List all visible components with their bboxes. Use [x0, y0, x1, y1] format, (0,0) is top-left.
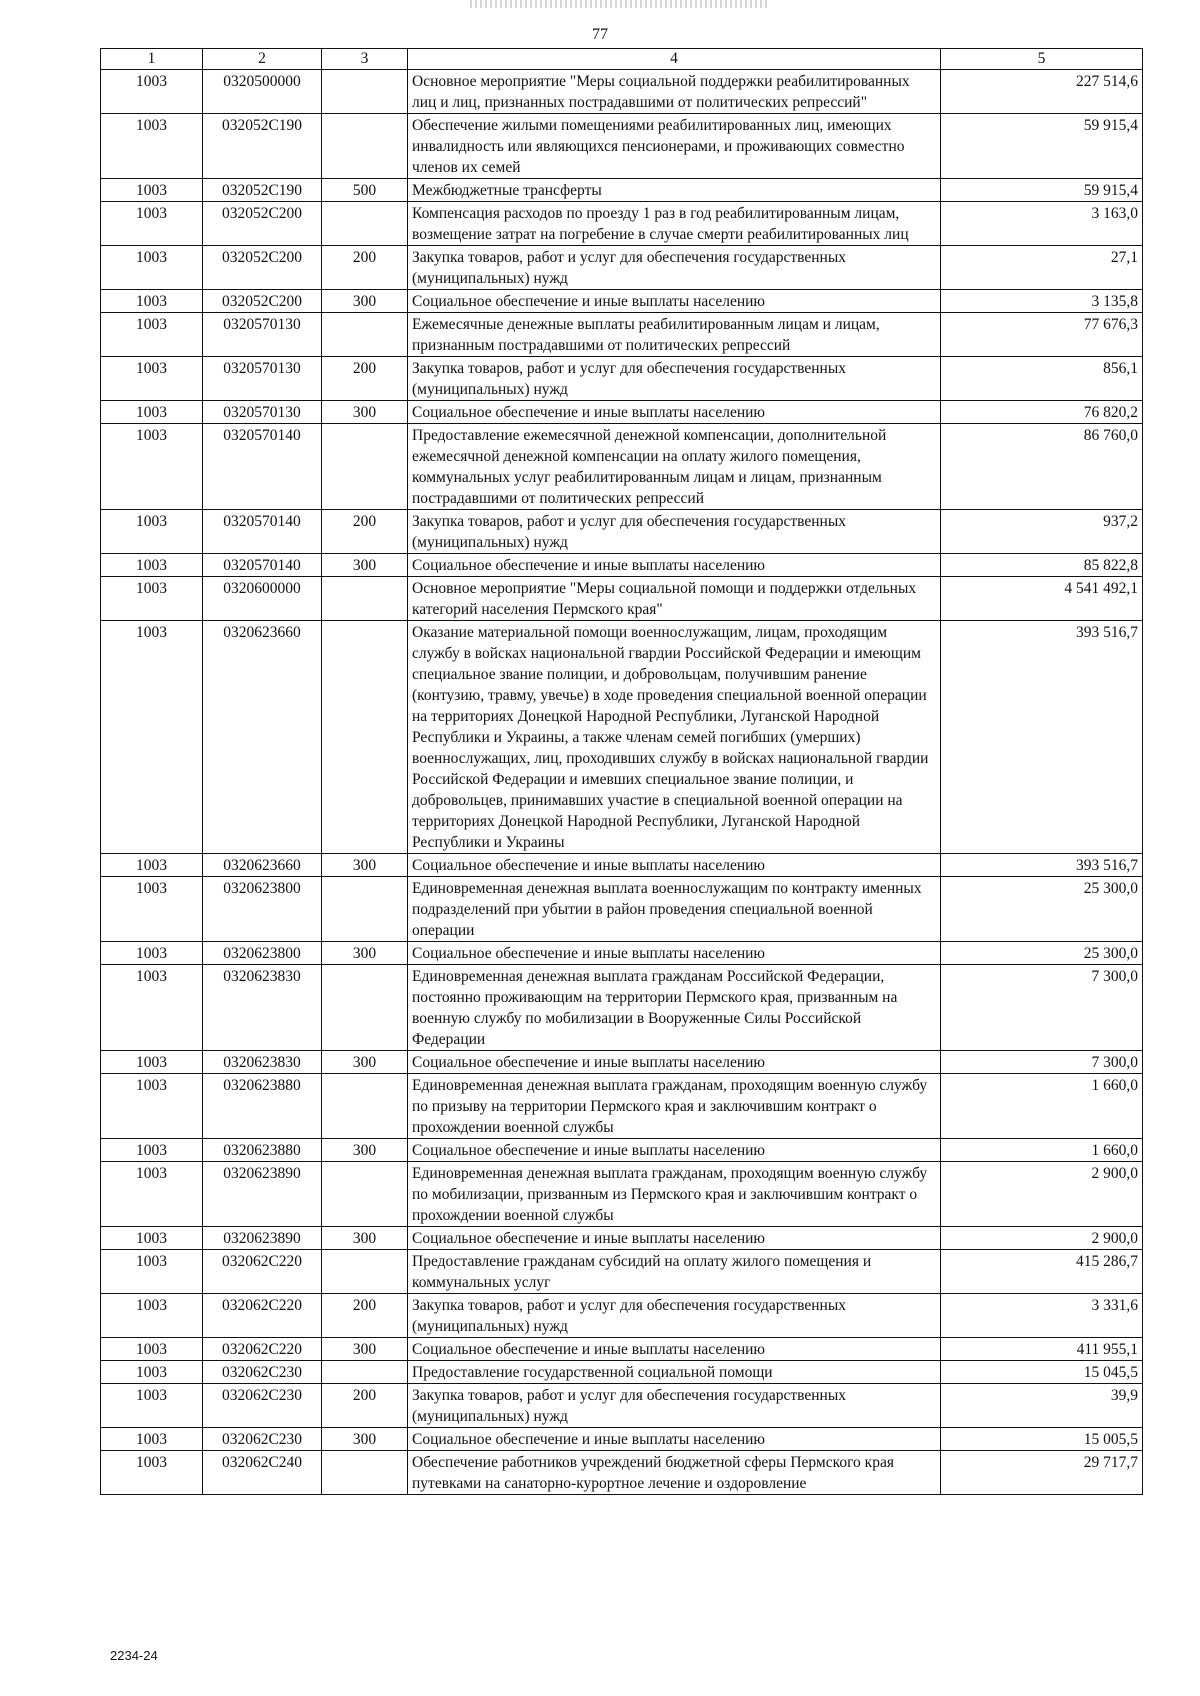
target-article-cell: 0320623890: [203, 1227, 322, 1250]
target-article-cell: 032062С230: [203, 1361, 322, 1384]
expense-type-cell: [322, 424, 408, 510]
section-code-cell: 1003: [101, 854, 203, 877]
description-cell: Межбюджетные трансферты: [408, 179, 941, 202]
table-row: [101, 1384, 1143, 1428]
target-article-cell: 0320623830: [203, 1051, 322, 1074]
amount-cell: 1 660,0: [941, 1074, 1143, 1139]
description-cell: Закупка товаров, работ и услуг для обеспечения государственных (муниципальных) нужд: [408, 510, 941, 554]
description-cell: Социальное обеспечение и иные выплаты населению: [408, 1051, 941, 1074]
target-article-cell: 032062С240: [203, 1451, 322, 1495]
section-code-cell: 1003: [101, 179, 203, 202]
table-row: [101, 424, 1143, 510]
section-code-cell: 1003: [101, 1227, 203, 1250]
target-article-cell: 032052С190: [203, 179, 322, 202]
section-code-cell: 1003: [101, 70, 203, 114]
amount-cell: 25 300,0: [941, 942, 1143, 965]
table-row: [101, 621, 1143, 854]
expense-type-cell: 200: [322, 510, 408, 554]
section-code-cell: 1003: [101, 554, 203, 577]
amount-cell: 7 300,0: [941, 1051, 1143, 1074]
description-cell: Единовременная денежная выплата гражданам Российской Федерации, постоянно проживающим на территории Пермского края, призванным на военную службу по мобилизации в Вооруженные Силы Российской Федерации: [408, 965, 941, 1051]
expense-type-cell: [322, 1361, 408, 1384]
expense-type-cell: 300: [322, 1051, 408, 1074]
target-article-cell: 0320623800: [203, 942, 322, 965]
section-code-cell: 1003: [101, 877, 203, 942]
amount-cell: 15 005,5: [941, 1428, 1143, 1451]
table-row: [101, 877, 1143, 942]
target-article-cell: 032062С230: [203, 1428, 322, 1451]
target-article-cell: 032052С200: [203, 246, 322, 290]
scan-artifact: [470, 0, 770, 8]
description-cell: Оказание материальной помощи военнослужащим, лицам, проходящим службу в войсках национальной гвардии Российской Федерации и имеющим специальное звание полиции, и добровольцам, получившим ранение (контузию, травму, увечье) в ходе проведения специальной военной операции на территориях Донецкой Народной Республики, Луганской Народной Республики и Украины, а также членам семей погибших (умерших) военнослужащих, лиц, проходивших службу в войсках национальной гвардии Российской Федерации и имевших специальное звание полиции, и добровольцев, принимавших участие в специальной военной операции на территориях Донецкой Народной Республики, Луганской Народной Республики и Украины: [408, 621, 941, 854]
column-header: 2: [203, 49, 322, 70]
expense-type-cell: 500: [322, 179, 408, 202]
description-cell: Единовременная денежная выплата военнослужащим по контракту именных подразделений при убытии в район проведения специальной военной операции: [408, 877, 941, 942]
description-cell: Закупка товаров, работ и услуг для обеспечения государственных (муниципальных) нужд: [408, 1294, 941, 1338]
column-header: 1: [101, 49, 203, 70]
target-article-cell: 0320500000: [203, 70, 322, 114]
expense-type-cell: 300: [322, 290, 408, 313]
amount-cell: 856,1: [941, 357, 1143, 401]
description-cell: Ежемесячные денежные выплаты реабилитированным лицам и лицам, признанным пострадавшими от политических репрессий: [408, 313, 941, 357]
section-code-cell: 1003: [101, 942, 203, 965]
description-cell: Социальное обеспечение и иные выплаты населению: [408, 554, 941, 577]
description-cell: Социальное обеспечение и иные выплаты населению: [408, 1428, 941, 1451]
amount-cell: 7 300,0: [941, 965, 1143, 1051]
expense-type-cell: 200: [322, 357, 408, 401]
expense-type-cell: 300: [322, 401, 408, 424]
amount-cell: 15 045,5: [941, 1361, 1143, 1384]
section-code-cell: 1003: [101, 1294, 203, 1338]
section-code-cell: 1003: [101, 114, 203, 179]
target-article-cell: 0320600000: [203, 577, 322, 621]
table-row: [101, 246, 1143, 290]
document-code: 2234-24: [110, 1648, 158, 1663]
expense-type-cell: [322, 621, 408, 854]
target-article-cell: 0320623800: [203, 877, 322, 942]
amount-cell: 415 286,7: [941, 1250, 1143, 1294]
section-code-cell: 1003: [101, 1361, 203, 1384]
expense-type-cell: [322, 877, 408, 942]
expense-type-cell: [322, 1074, 408, 1139]
table-row: [101, 401, 1143, 424]
expense-type-cell: 300: [322, 1139, 408, 1162]
expense-type-cell: 300: [322, 942, 408, 965]
section-code-cell: 1003: [101, 424, 203, 510]
table-row: [101, 1139, 1143, 1162]
target-article-cell: 0320570130: [203, 401, 322, 424]
amount-cell: 85 822,8: [941, 554, 1143, 577]
description-cell: Закупка товаров, работ и услуг для обеспечения государственных (муниципальных) нужд: [408, 246, 941, 290]
table-row: [101, 70, 1143, 114]
expense-type-cell: [322, 1162, 408, 1227]
target-article-cell: 0320623830: [203, 965, 322, 1051]
target-article-cell: 0320570130: [203, 313, 322, 357]
table-row: [101, 854, 1143, 877]
section-code-cell: 1003: [101, 1051, 203, 1074]
expense-type-cell: 300: [322, 1338, 408, 1361]
expense-type-cell: [322, 1250, 408, 1294]
expense-type-cell: [322, 577, 408, 621]
table-row: [101, 1074, 1143, 1139]
target-article-cell: 032062С220: [203, 1338, 322, 1361]
amount-cell: 77 676,3: [941, 313, 1143, 357]
section-code-cell: 1003: [101, 965, 203, 1051]
target-article-cell: 0320570140: [203, 424, 322, 510]
description-cell: Предоставление ежемесячной денежной компенсации, дополнительной ежемесячной денежной компенсации на оплату жилого помещения, коммунальных услуг реабилитированным лицам и лицам, признанным пострадавшими от политических репрессий: [408, 424, 941, 510]
target-article-cell: 0320570140: [203, 510, 322, 554]
section-code-cell: 1003: [101, 510, 203, 554]
amount-cell: 59 915,4: [941, 179, 1143, 202]
table-row: [101, 1361, 1143, 1384]
amount-cell: 393 516,7: [941, 621, 1143, 854]
table-row: [101, 554, 1143, 577]
section-code-cell: 1003: [101, 1250, 203, 1294]
expense-type-cell: 300: [322, 554, 408, 577]
amount-cell: 39,9: [941, 1384, 1143, 1428]
section-code-cell: 1003: [101, 1428, 203, 1451]
description-cell: Компенсация расходов по проезду 1 раз в год реабилитированным лицам, возмещение затрат на погребение в случае смерти реабилитированных лиц: [408, 202, 941, 246]
description-cell: Социальное обеспечение и иные выплаты населению: [408, 854, 941, 877]
table-row: [101, 290, 1143, 313]
table-row: [101, 114, 1143, 179]
amount-cell: 29 717,7: [941, 1451, 1143, 1495]
table-row: [101, 1338, 1143, 1361]
table-row: [101, 202, 1143, 246]
description-cell: Предоставление гражданам субсидий на оплату жилого помещения и коммунальных услуг: [408, 1250, 941, 1294]
section-code-cell: 1003: [101, 401, 203, 424]
description-cell: Обеспечение жилыми помещениями реабилитированных лиц, имеющих инвалидность или являющихся пенсионерами, и проживающих совместно членов их семей: [408, 114, 941, 179]
table-row: [101, 179, 1143, 202]
amount-cell: 1 660,0: [941, 1139, 1143, 1162]
amount-cell: 393 516,7: [941, 854, 1143, 877]
amount-cell: 411 955,1: [941, 1338, 1143, 1361]
expense-type-cell: 200: [322, 1294, 408, 1338]
description-cell: Социальное обеспечение и иные выплаты населению: [408, 1139, 941, 1162]
column-header: 3: [322, 49, 408, 70]
target-article-cell: 032052С200: [203, 290, 322, 313]
table-row: [101, 357, 1143, 401]
target-article-cell: 032062С220: [203, 1250, 322, 1294]
description-cell: Закупка товаров, работ и услуг для обеспечения государственных (муниципальных) нужд: [408, 357, 941, 401]
section-code-cell: 1003: [101, 621, 203, 854]
target-article-cell: 032062С230: [203, 1384, 322, 1428]
target-article-cell: 0320623880: [203, 1139, 322, 1162]
expense-type-cell: [322, 965, 408, 1051]
target-article-cell: 0320623660: [203, 621, 322, 854]
expense-type-cell: 300: [322, 1428, 408, 1451]
expense-type-cell: 200: [322, 1384, 408, 1428]
table-row: [101, 1451, 1143, 1495]
target-article-cell: 032062С220: [203, 1294, 322, 1338]
section-code-cell: 1003: [101, 246, 203, 290]
section-code-cell: 1003: [101, 1162, 203, 1227]
header-row: [101, 49, 1143, 70]
amount-cell: 227 514,6: [941, 70, 1143, 114]
section-code-cell: 1003: [101, 313, 203, 357]
table-row: [101, 965, 1143, 1051]
section-code-cell: 1003: [101, 202, 203, 246]
amount-cell: 2 900,0: [941, 1162, 1143, 1227]
table-row: [101, 1162, 1143, 1227]
section-code-cell: 1003: [101, 1074, 203, 1139]
amount-cell: 3 163,0: [941, 202, 1143, 246]
target-article-cell: 0320623880: [203, 1074, 322, 1139]
target-article-cell: 032052С190: [203, 114, 322, 179]
description-cell: Социальное обеспечение и иные выплаты населению: [408, 290, 941, 313]
description-cell: Социальное обеспечение и иные выплаты населению: [408, 401, 941, 424]
description-cell: Основное мероприятие "Меры социальной помощи и поддержки отдельных категорий населения Пермского края": [408, 577, 941, 621]
column-header: 5: [941, 49, 1143, 70]
amount-cell: 4 541 492,1: [941, 577, 1143, 621]
section-code-cell: 1003: [101, 1338, 203, 1361]
expense-type-cell: 300: [322, 1227, 408, 1250]
section-code-cell: 1003: [101, 290, 203, 313]
expense-type-cell: 300: [322, 854, 408, 877]
table-row: [101, 577, 1143, 621]
target-article-cell: 0320623660: [203, 854, 322, 877]
target-article-cell: 0320570130: [203, 357, 322, 401]
expense-type-cell: [322, 70, 408, 114]
amount-cell: 76 820,2: [941, 401, 1143, 424]
section-code-cell: 1003: [101, 577, 203, 621]
table-row: [101, 510, 1143, 554]
description-cell: Обеспечение работников учреждений бюджетной сферы Пермского края путевками на санаторно-курортное лечение и оздоровление: [408, 1451, 941, 1495]
amount-cell: 27,1: [941, 246, 1143, 290]
description-cell: Единовременная денежная выплата гражданам, проходящим военную службу по призыву на территории Пермского края и заключившим контракт о прохождении военной службы: [408, 1074, 941, 1139]
budget-table: [100, 48, 1143, 1495]
page-number: 77: [592, 26, 608, 43]
amount-cell: 3 135,8: [941, 290, 1143, 313]
amount-cell: 3 331,6: [941, 1294, 1143, 1338]
table-row: [101, 942, 1143, 965]
amount-cell: 86 760,0: [941, 424, 1143, 510]
column-header: 4: [408, 49, 941, 70]
description-cell: Предоставление государственной социальной помощи: [408, 1361, 941, 1384]
description-cell: Социальное обеспечение и иные выплаты населению: [408, 1338, 941, 1361]
target-article-cell: 0320623890: [203, 1162, 322, 1227]
amount-cell: 937,2: [941, 510, 1143, 554]
description-cell: Единовременная денежная выплата гражданам, проходящим военную службу по мобилизации, призванным из Пермского края и заключившим контракт о прохождении военной службы: [408, 1162, 941, 1227]
table-row: [101, 1428, 1143, 1451]
description-cell: Социальное обеспечение и иные выплаты населению: [408, 1227, 941, 1250]
expense-type-cell: [322, 114, 408, 179]
description-cell: Закупка товаров, работ и услуг для обеспечения государственных (муниципальных) нужд: [408, 1384, 941, 1428]
section-code-cell: 1003: [101, 1139, 203, 1162]
table-row: [101, 1051, 1143, 1074]
amount-cell: 25 300,0: [941, 877, 1143, 942]
target-article-cell: 0320570140: [203, 554, 322, 577]
table-row: [101, 1227, 1143, 1250]
section-code-cell: 1003: [101, 357, 203, 401]
description-cell: Основное мероприятие "Меры социальной поддержки реабилитированных лиц и лиц, признанных пострадавшими от политических репрессий": [408, 70, 941, 114]
amount-cell: 59 915,4: [941, 114, 1143, 179]
table-row: [101, 1294, 1143, 1338]
section-code-cell: 1003: [101, 1451, 203, 1495]
amount-cell: 2 900,0: [941, 1227, 1143, 1250]
description-cell: Социальное обеспечение и иные выплаты населению: [408, 942, 941, 965]
section-code-cell: 1003: [101, 1384, 203, 1428]
expense-type-cell: [322, 313, 408, 357]
target-article-cell: 032052С200: [203, 202, 322, 246]
table-row: [101, 1250, 1143, 1294]
table-row: [101, 313, 1143, 357]
expense-type-cell: [322, 202, 408, 246]
expense-type-cell: [322, 1451, 408, 1495]
expense-type-cell: 200: [322, 246, 408, 290]
